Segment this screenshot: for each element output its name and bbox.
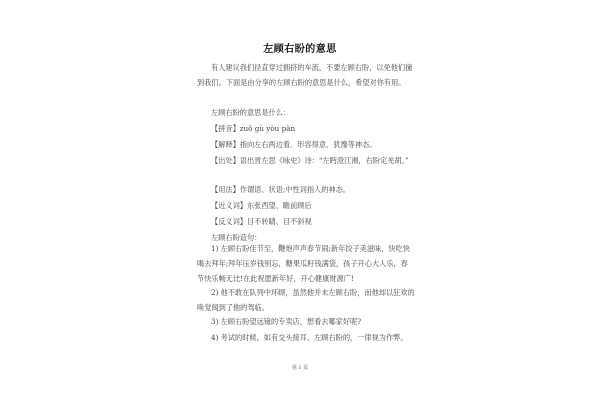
page-number: 第 1 页 [291,365,309,371]
synonym-line: 【近义词】东张西望、瞻前顾后 [211,201,312,210]
usage-line: 【用法】作谓语、状语;中性词指人的神态。 [211,185,350,194]
explanation-line: 【解释】指向左右两边看。形容得意、犹豫等神态。 [211,140,377,149]
antonym-line: 【反义词】目不转睛、目不斜视 [211,217,312,226]
example-sentence-4: 4) 考试的时候，如有交头接耳、左顾右盼的，一律视为作弊。 [211,333,408,342]
example-sentence-3: 3) 左顾右盼望远镜的专卖店，想看去哪家好呢? [211,317,362,326]
pinyin-line: 【拼音】zuǒ gù yòu pàn [211,124,296,133]
examples-heading: 左顾右盼造句： [211,233,262,242]
example-sentence-2: 2) 他不敢在队列中环顾，虽然他并未左顾右盼，而他却以狂欢的唤觉闻到了他的驾临。 [197,288,415,312]
source-paragraph: 【出处】语出晋左思《咏史》诗：“左眄澄江湘，右盼定羌胡。” [211,156,409,165]
example-sentence-1: 1) 左顾右盼佳节至，鞭炮声声春节闹;新年饺子美滋味，快吃快喝去拜年;拜年压岁钱别忘，糖果瓜籽钱满袋，孩子开心大人乐，春节快乐畅无比!在此祝愿新年好，开心健康财源广! [197,244,410,283]
page-title: 左顾右盼的意思 [263,44,337,55]
intro-paragraph: 有人建议我们径直穿过拥挤的车流，不要左顾右盼，以免他们撞到我们。下面是由分享的左顾右盼的意思是什么，希望对你有用。 [197,63,413,87]
meaning-heading: 左顾右盼的意思是什么： [211,108,291,117]
